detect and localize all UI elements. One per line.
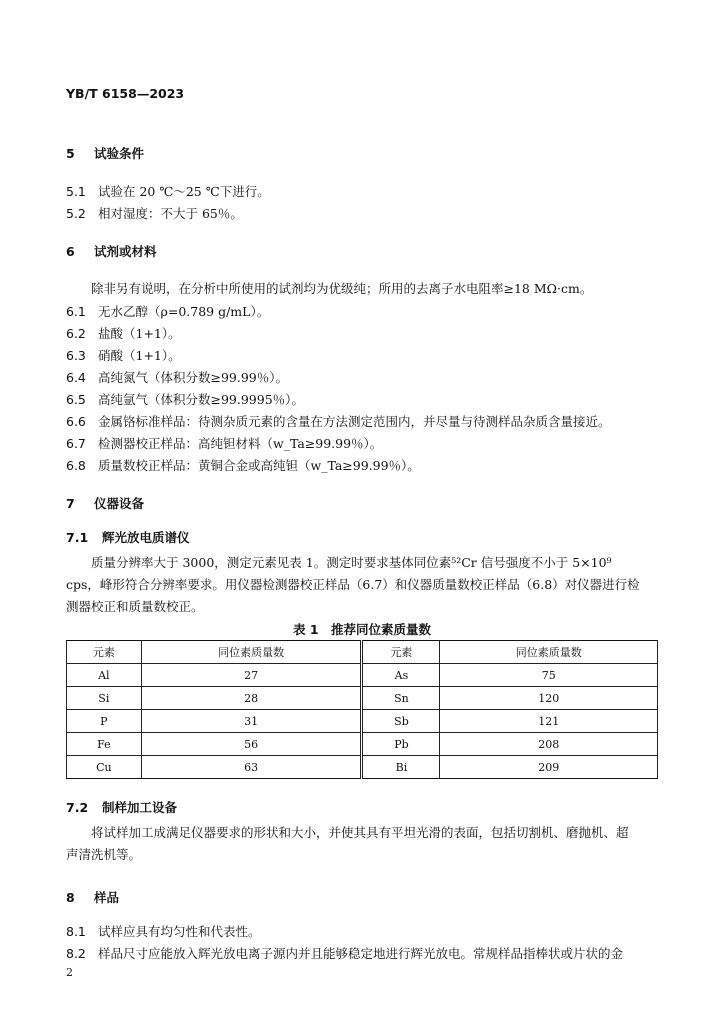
- section-5-heading: [66, 144, 144, 162]
- clause-number: 6.8: [66, 458, 86, 473]
- table-row: [67, 710, 658, 733]
- clause-text: 高纯氮气（体积分数≥99.99％）。: [98, 370, 289, 385]
- table-header-cell: 元素: [362, 641, 440, 664]
- table-row: [67, 687, 658, 710]
- clause-5-1: [66, 182, 270, 200]
- clause-number: 6.7: [66, 436, 86, 451]
- clause-6-4: [66, 368, 288, 386]
- section-title: 仪器设备: [94, 496, 145, 511]
- clause-text: 质量数校正样品：黄铜合金或高纯钽（w_Ta≥99.99％）。: [98, 458, 420, 473]
- clause-text: 无水乙醇（ρ=0.789 g/mL）。: [98, 304, 270, 319]
- table-cell: Pb: [362, 733, 440, 756]
- clause-6-2: [66, 324, 181, 342]
- table-cell: 56: [141, 733, 362, 756]
- table-row: [67, 733, 658, 756]
- table-cell: 63: [141, 756, 362, 779]
- clause-number: 6.3: [66, 348, 86, 363]
- clause-text: 检测器校正样品：高纯钽材料（w_Ta≥99.99％）。: [98, 436, 383, 451]
- table-cell: Fe: [67, 733, 142, 756]
- standard-code-header: YB/T 6158—2023: [66, 86, 185, 101]
- clause-number: 6.2: [66, 326, 86, 341]
- section-6-heading: [66, 242, 157, 260]
- clause-text: 样品尺寸应能放入辉光放电离子源内并且能够稳定地进行辉光放电。常规样品指棒状或片状的金: [98, 946, 624, 961]
- table-cell: 28: [141, 687, 362, 710]
- table-cell: Sb: [362, 710, 440, 733]
- clause-number: 6.6: [66, 414, 86, 429]
- clause-6-8: [66, 456, 420, 474]
- section-8-heading: [66, 888, 119, 906]
- table-cell: 27: [141, 664, 362, 687]
- table-row: [67, 664, 658, 687]
- table-cell: 31: [141, 710, 362, 733]
- table-cell: Sn: [362, 687, 440, 710]
- clause-number: 8.2: [66, 946, 86, 961]
- clause-6-7: [66, 434, 382, 452]
- table-header-row: [67, 641, 658, 664]
- subsection-7-2-heading: [66, 798, 177, 816]
- clause-number: 5.2: [66, 206, 86, 221]
- table-cell: 121: [440, 710, 658, 733]
- table-cell: Cu: [67, 756, 142, 779]
- subsection-title: 制样加工设备: [102, 800, 178, 815]
- table-header-cell: 同位素质量数: [440, 641, 658, 664]
- table-cell: As: [362, 664, 440, 687]
- table-cell: Al: [67, 664, 142, 687]
- table-cell: Bi: [362, 756, 440, 779]
- clause-number: 6.4: [66, 370, 86, 385]
- section-title: 试验条件: [94, 146, 145, 161]
- page-number: 2: [66, 966, 73, 979]
- clause-text: 试验在 20 ℃～25 ℃下进行。: [98, 184, 270, 199]
- section-title: 样品: [94, 890, 120, 905]
- subsection-7-1-paragraph: 质量分辨率大于 3000，测定元素见表 1。测定时要求基体同位素⁵²Cr 信号强度不小于 5×10⁹ cps，峰形符合分辨率要求。用仪器检测器校正样品（6.7）和仪器质量数校正样品（6.8）对仪器进行检测器校正和质量数校正。: [66, 555, 640, 614]
- section-number: 6: [66, 244, 75, 259]
- table-cell: P: [67, 710, 142, 733]
- clause-8-1: [66, 922, 261, 940]
- subsection-7-2-paragraph: 将试样加工成满足仪器要求的形状和大小，并使其具有平坦光滑的表面，包括切割机、磨抛机、超声清洗机等。: [66, 825, 629, 862]
- table-row: [67, 756, 658, 779]
- clause-number: 5.1: [66, 184, 86, 199]
- clause-6-6: [66, 412, 611, 430]
- subsection-number: 7.1: [66, 530, 89, 545]
- table-cell: 75: [440, 664, 658, 687]
- table-header-cell: 同位素质量数: [141, 641, 362, 664]
- clause-6-3: [66, 346, 181, 364]
- clause-text: 硝酸（1+1）。: [98, 348, 181, 363]
- section-number: 8: [66, 890, 75, 905]
- table-cell: 208: [440, 733, 658, 756]
- clause-6-5: [66, 390, 304, 408]
- table-cell: Si: [67, 687, 142, 710]
- clause-text: 盐酸（1+1）。: [98, 326, 181, 341]
- clause-text: 高纯氩气（体积分数≥99.9995％）。: [98, 392, 304, 407]
- isotope-mass-table: [66, 640, 658, 779]
- table-header-cell: 元素: [67, 641, 142, 664]
- clause-text: 金属铬标准样品：待测杂质元素的含量在方法测定范围内，并尽量与待测样品杂质含量接近。: [98, 414, 611, 429]
- clause-number: 6.5: [66, 392, 86, 407]
- subsection-number: 7.2: [66, 800, 89, 815]
- clause-number: 8.1: [66, 924, 86, 939]
- table-cell: 120: [440, 687, 658, 710]
- clause-8-2: [66, 944, 623, 962]
- subsection-title: 辉光放电质谱仪: [102, 530, 190, 545]
- clause-text: 相对湿度：不大于 65％。: [98, 206, 243, 221]
- subsection-7-1-heading: [66, 528, 190, 546]
- clause-5-2: [66, 204, 243, 222]
- section-title: 试剂或材料: [94, 244, 157, 259]
- clause-number: 6.1: [66, 304, 86, 319]
- section-number: 5: [66, 146, 75, 161]
- table-1-caption: 表 1 推荐同位素质量数: [292, 622, 432, 637]
- section-6-intro: 除非另有说明，在分析中所使用的试剂均为优级纯；所用的去离子水电阻率≥18 MΩ·cm。: [91, 281, 593, 296]
- section-7-heading: [66, 494, 144, 512]
- clause-6-1: [66, 302, 269, 320]
- table-cell: 209: [440, 756, 658, 779]
- clause-text: 试样应具有均匀性和代表性。: [98, 924, 261, 939]
- section-number: 7: [66, 496, 75, 511]
